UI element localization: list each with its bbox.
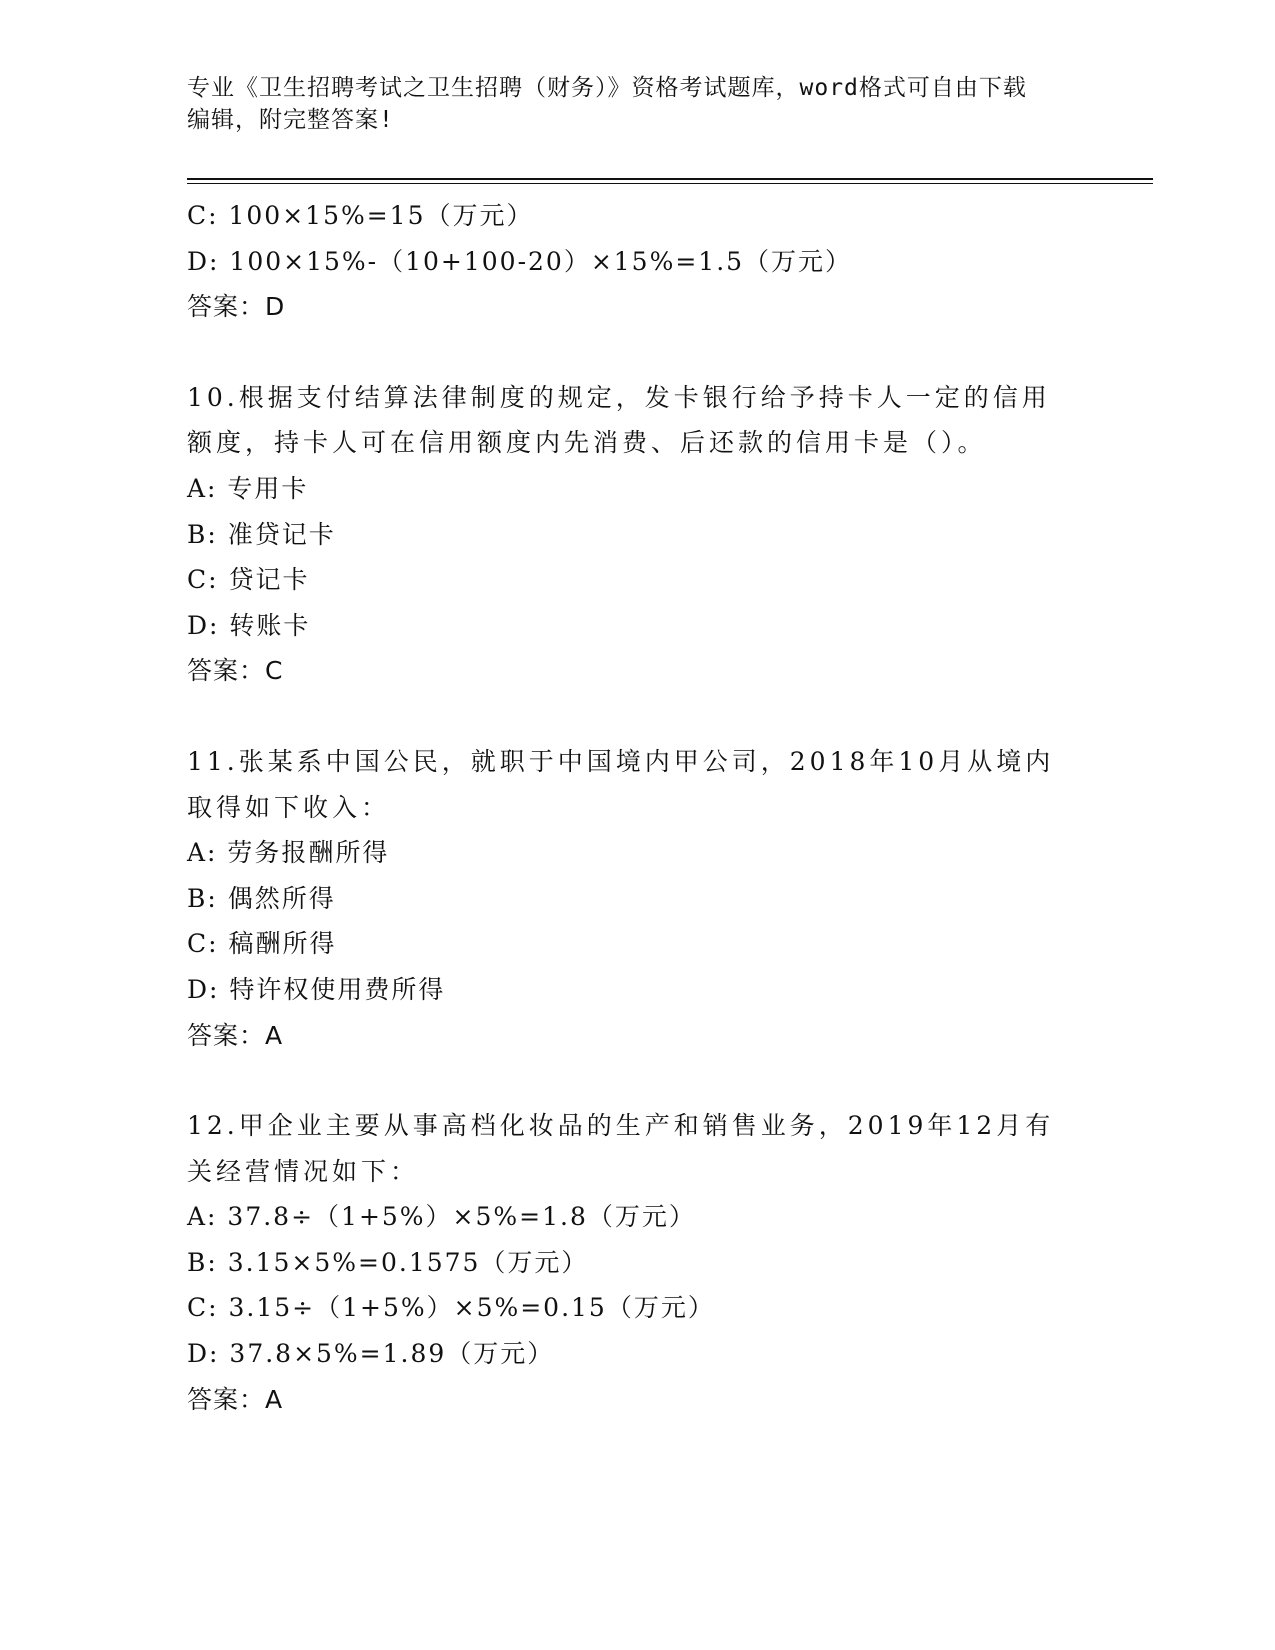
answer-label: 答案：A: [187, 1020, 284, 1050]
document-header: [187, 72, 1067, 136]
question-11: [187, 739, 1087, 1058]
option-c: C: 稿酬所得: [187, 929, 337, 959]
question-stem: 12.甲企业主要从事高档化妆品的生产和销售业务，2019年12月有关经营情况如下：: [187, 1111, 1055, 1186]
answer-label: 答案：C: [187, 656, 284, 686]
answer-label: 答案：A: [187, 1384, 284, 1414]
header-line-1: 专业《卫生招聘考试之卫生招聘（财务）》资格考试题库，word格式可自由下载: [187, 75, 1027, 101]
header-divider-thin: [187, 183, 1153, 184]
option-c: C: 3.15÷（1+5%）×5%=0.15（万元）: [187, 1293, 715, 1323]
option-b: B: 准贷记卡: [187, 519, 336, 549]
option-d: D: 转账卡: [187, 610, 311, 640]
question-stem: 10.根据支付结算法律制度的规定，发卡银行给予持卡人一定的信用额度，持卡人可在信用额度内先消费、后还款的信用卡是（）。: [187, 382, 1051, 458]
option-a: A: 专用卡: [187, 473, 309, 503]
option-d: D: 100×15%-（10+100-20）×15%=1.5（万元）: [187, 246, 853, 276]
option-b: B: 3.15×5%=0.1575（万元）: [187, 1247, 589, 1277]
option-d: D: 37.8×5%=1.89（万元）: [187, 1339, 555, 1369]
spacer: [187, 1058, 1087, 1103]
option-d: D: 特许权使用费所得: [187, 974, 446, 1004]
option-a: A: 37.8÷（1+5%）×5%=1.8（万元）: [187, 1202, 696, 1232]
spacer: [187, 694, 1087, 739]
option-c: C: 100×15%=15（万元）: [187, 201, 534, 230]
answer-label: 答案：D: [187, 292, 286, 322]
question-12: [187, 1103, 1087, 1422]
header-divider-thick: [187, 178, 1153, 180]
option-c: C: 贷记卡: [187, 565, 310, 595]
option-b: B: 偶然所得: [187, 883, 336, 913]
spacer: [187, 330, 1087, 375]
question-9-tail: [187, 193, 1087, 330]
header-line-2: 编辑，附完整答案!: [187, 107, 394, 133]
question-10: [187, 375, 1087, 694]
option-a: A: 劳务报酬所得: [187, 838, 390, 868]
question-stem: 11.张某系中国公民，就职于中国境内甲公司，2018年10月从境内取得如下收入：: [187, 746, 1055, 822]
question-list: [187, 193, 1087, 1422]
